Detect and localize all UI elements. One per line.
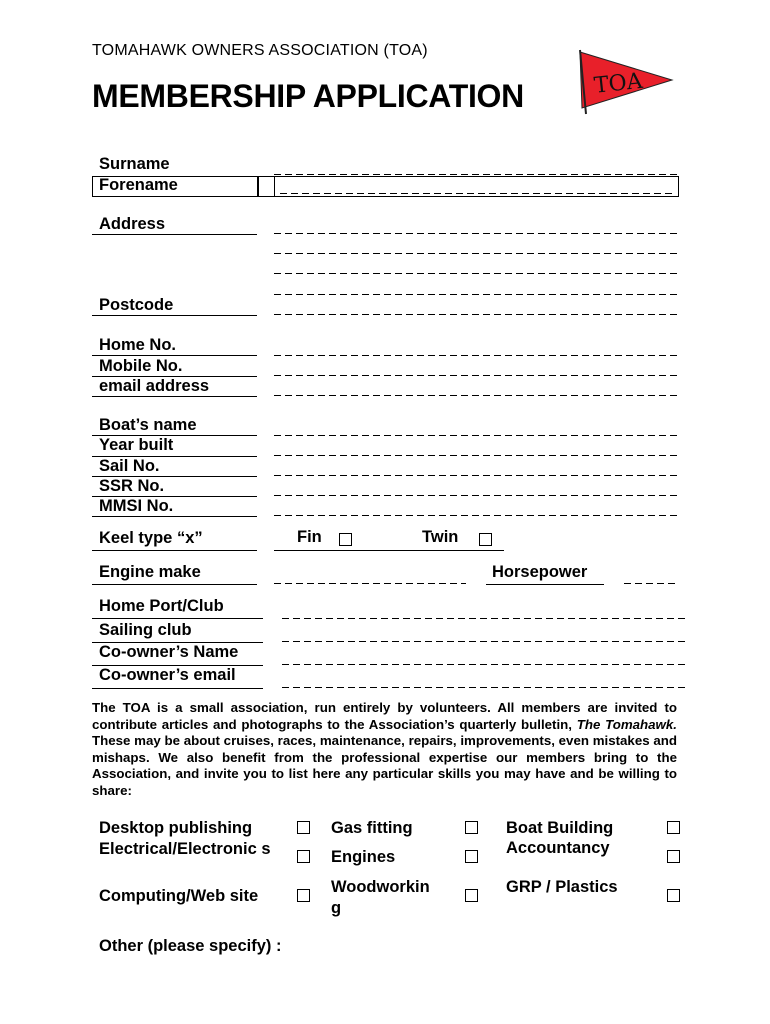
mmsi-no-input[interactable] (274, 515, 679, 516)
skill-boat-building-checkbox[interactable] (667, 821, 680, 834)
coowner-name-input[interactable] (282, 664, 685, 665)
skill-grp-plastics: GRP / Plastics (506, 878, 618, 896)
info-paragraph (92, 700, 677, 800)
skill-boat-building: Boat Building (506, 819, 614, 837)
postcode-label: Postcode (99, 296, 174, 314)
address-line-2[interactable] (274, 253, 679, 254)
logo-text: TOA (592, 68, 644, 99)
coowner-email-underline (92, 688, 263, 689)
year-built-label: Year built (99, 436, 174, 454)
horsepower-underline (486, 584, 604, 585)
mmsi-no-underline (92, 516, 257, 517)
boat-name-label: Boat’s name (99, 416, 197, 434)
home-port-label: Home Port/Club (99, 597, 224, 615)
skill-accountancy: Accountancy (506, 839, 610, 857)
horsepower-label: Horsepower (492, 563, 588, 581)
mobile-no-input[interactable] (274, 375, 679, 376)
skill-accountancy-checkbox[interactable] (667, 850, 680, 863)
page-title: MEMBERSHIP APPLICATION (92, 78, 524, 114)
home-port-input[interactable] (282, 618, 685, 619)
sail-no-label: Sail No. (99, 457, 160, 475)
fin-label: Fin (297, 528, 322, 546)
sailing-club-label: Sailing club (99, 621, 192, 639)
skill-computing: Computing/Web site (99, 887, 259, 905)
skill-engines-checkbox[interactable] (465, 850, 478, 863)
association-name: TOMAHAWK OWNERS ASSOCIATION (TOA) (92, 42, 428, 59)
ssr-no-label: SSR No. (99, 477, 165, 495)
paragraph-part1: The TOA is a small association, run entirely by volunteers. All members are invited to contribute articles and photographs to the Association’s quarterly bulletin, (92, 700, 677, 732)
forename-spacer-box (257, 176, 275, 197)
keel-type-underline (92, 550, 257, 551)
coowner-email-label: Co-owner’s email (99, 666, 236, 684)
postcode-input[interactable] (274, 314, 679, 315)
sailing-club-input[interactable] (282, 641, 685, 642)
skill-gas-fitting-checkbox[interactable] (465, 821, 478, 834)
address-line-4[interactable] (274, 294, 679, 295)
bulletin-name: The Tomahawk. (576, 716, 677, 732)
ssr-no-input[interactable] (274, 495, 679, 496)
postcode-label-underline (92, 315, 257, 316)
forename-input[interactable] (280, 193, 672, 194)
address-label-underline (92, 234, 257, 235)
skill-computing-checkbox[interactable] (297, 889, 310, 902)
address-line-3[interactable] (274, 273, 679, 274)
skill-grp-plastics-checkbox[interactable] (667, 889, 680, 902)
address-label: Address (99, 215, 166, 233)
fin-checkbox[interactable] (339, 533, 352, 546)
skill-electrical-checkbox[interactable] (297, 850, 310, 863)
email-underline (92, 396, 257, 397)
horsepower-input[interactable] (624, 583, 679, 584)
address-line-1[interactable] (274, 233, 679, 234)
keel-underline (274, 550, 504, 551)
boat-name-input[interactable] (274, 435, 679, 436)
home-no-input[interactable] (274, 355, 679, 356)
engine-make-input[interactable] (274, 583, 466, 584)
other-specify-label: Other (please specify) : (99, 937, 282, 955)
skill-gas-fitting: Gas fitting (331, 819, 413, 837)
paragraph-part2: These may be about cruises, races, maintenance, repairs, improvements, even mistakes and mishaps. We also benefit from the professional expertise our members bring to the Association, and invite you to list here any particular skills you may have and be willing to share: (92, 733, 677, 798)
home-port-underline (92, 618, 263, 619)
skill-engines: Engines (331, 848, 396, 866)
keel-type-label: Keel type “x” (99, 529, 203, 547)
year-built-input[interactable] (274, 455, 679, 456)
twin-label: Twin (422, 528, 459, 546)
surname-input[interactable] (274, 174, 679, 175)
forename-label: Forename (99, 176, 178, 194)
mobile-no-label: Mobile No. (99, 357, 183, 375)
surname-label: Surname (99, 155, 170, 173)
sail-no-input[interactable] (274, 475, 679, 476)
home-no-label: Home No. (99, 336, 177, 354)
toa-flag-logo (572, 46, 676, 116)
email-input[interactable] (274, 395, 679, 396)
skill-electrical: Electrical/Electronic s (99, 840, 271, 858)
mmsi-no-label: MMSI No. (99, 497, 174, 515)
email-label: email address (99, 377, 210, 395)
engine-make-label: Engine make (99, 563, 201, 581)
skill-woodworking-checkbox[interactable] (465, 889, 478, 902)
coowner-email-input[interactable] (282, 687, 685, 688)
skill-desktop-publishing-checkbox[interactable] (297, 821, 310, 834)
engine-make-underline (92, 584, 257, 585)
coowner-name-label: Co-owner’s Name (99, 643, 239, 661)
skill-woodworking: Woodworkin g (331, 878, 430, 917)
skill-desktop-publishing: Desktop publishing (99, 819, 253, 837)
twin-checkbox[interactable] (479, 533, 492, 546)
home-no-underline (92, 355, 257, 356)
